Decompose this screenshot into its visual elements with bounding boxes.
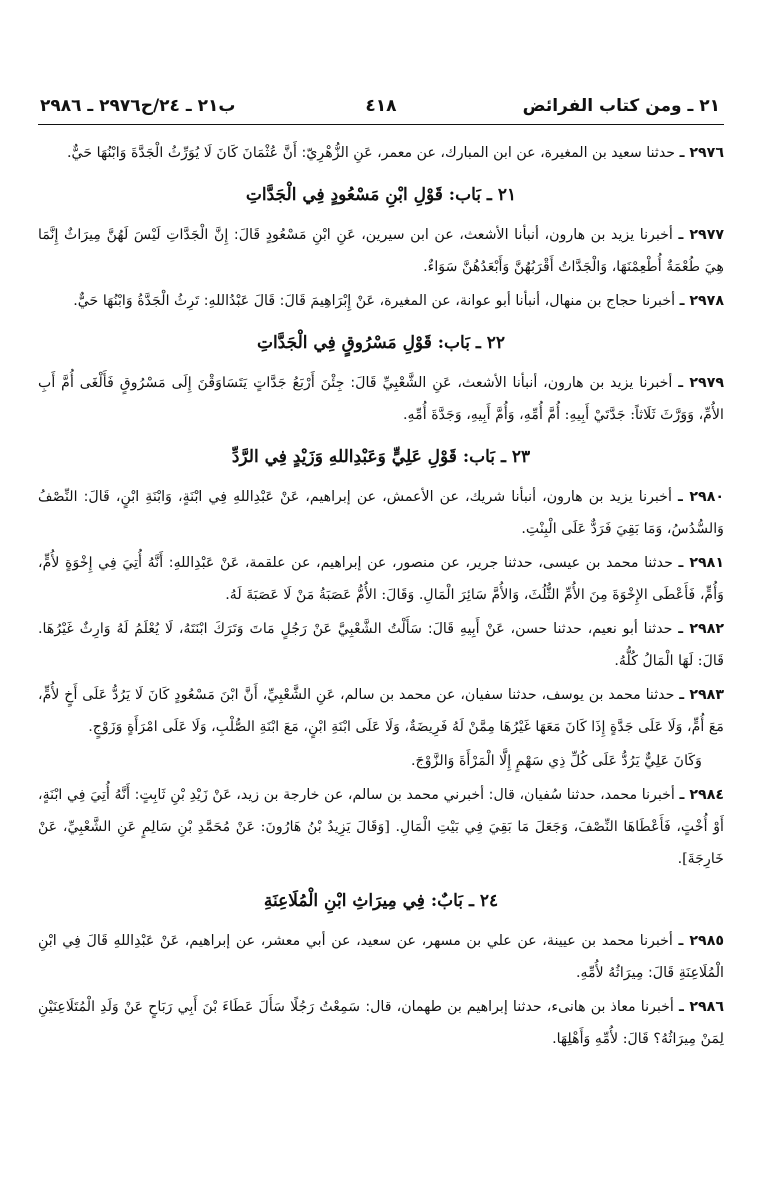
hadith-2983 — [38, 679, 724, 743]
hadith-2977 — [38, 219, 724, 283]
hadith-text: وَكَانَ عَلِيٌّ يَرُدُّ عَلَى كُلِّ ذِي سَهْمٍ إِلَّا الْمَرْأَةَ وَالزَّوْجَ. — [411, 753, 702, 769]
hadith-number: ٢٩٨٠ ـ — [678, 489, 725, 505]
book-section-title: ٢١ ـ ومن كتاب الفرائض — [522, 96, 720, 116]
hadith-isnad: أخبرنا محمد، حدثنا سُفيان، قال: أخبرني محمد بن سالم، عن خارجة بن زيد، عَنْ زَيْدِ بْنِ ثَابِتٍ: — [134, 787, 675, 803]
hadith-isnad: حدثنا سعيد بن المغيرة، عن ابن المبارك، عن معمر، عَنِ الزُّهْرِيّ: — [301, 145, 676, 161]
hadith-number: ٢٩٨٣ ـ — [679, 687, 724, 703]
hadith-isnad: حدثنا أبو نعيم، حدثنا حسن، عَنْ أَبِيهِ قَالَ: — [427, 621, 673, 637]
page-header — [38, 88, 724, 125]
hadith-isnad: حدثنا محمد بن يوسف، حدثنا سفيان، عن محمد بن سالم، عَنِ الشَّعْبِيِّ، — [262, 687, 675, 703]
hadith-text: إِنَّ الْجَدَّاتِ لَيْسَ لَهُنَّ مِيرَاثٌ إِنَّمَا هِيَ طُعْمَةٌ أُطْعِمْنَهَا، وَالْجَدَّاتُ أَقْرَبُهُنَّ وَأَبْعَدُهُنَّ سَوَاءٌ. — [38, 227, 724, 275]
hadith-isnad: أخبرنا يزيد بن هارون، أنبأنا الأشعث، عَنِ الشَّعْبِيِّ قَالَ: — [350, 375, 673, 391]
hadith-text: أَنَّ ابْنَ مَسْعُودٍ كَانَ لَا يَرُدُّ عَلَى أَخٍ لأُمٍّ، مَعَ أُمٍّ، وَلَا عَلَى جَدَّةٍ إِذَا كَانَ مَعَهَا غَيْرُهَا مِمَّنْ لَهُ فَرِيضَةٌ، وَلَا عَلَى ابْنَةِ ابْنٍ، مَعَ ابْنَةِ الصُّلْبِ، وَلَا عَلَى امْرَأَةٍ وَزَوْجٍ. — [38, 687, 724, 735]
hadith-text: تَرِثُ الْجَدَّةُ وَابْنُهَا حَيٌّ. — [73, 293, 200, 309]
hadith-number: ٢٩٧٧ ـ — [678, 227, 725, 243]
book-page — [38, 88, 724, 1057]
hadith-text: أَنَّهُ أُتِيَ فِي ابْنَةٍ، أَوْ أُخْتٍ، فَأَعْطَاهَا النِّصْفَ، وَجَعَلَ مَا بَقِيَ فِي بَيْتِ الْمَالِ. [وَقَالَ يَزِيدُ بْنُ هَارُونَ: عَنْ مُحَمَّدِ بْنِ سَالِمٍ عَنِ الشَّعْبِيِّ، عَنْ خَارِجَةَ]. — [38, 787, 724, 867]
hadith-2983-continuation — [38, 745, 724, 777]
chapter-heading-22: ٢٢ ـ بَاب: قَوْلِ مَسْرُوقٍ فِي الْجَدَّاتِ — [256, 333, 506, 353]
hadith-2982 — [38, 613, 724, 677]
hadith-2978 — [38, 285, 724, 317]
hadith-text: النِّصْفُ وَالسُّدُسُ، وَمَا بَقِيَ فَرَدٌّ عَلَى الْبِنْتِ. — [38, 489, 724, 537]
page-number: ٤١٨ — [365, 96, 397, 116]
hadith-number: ٢٩٨٥ ـ — [678, 933, 725, 949]
hadith-number: ٢٩٧٦ ـ — [679, 145, 724, 161]
chapter-heading-23: ٢٣ ـ بَاب: قَوْلِ عَلِيٍّ وَعَبْدِاللهِ وَزَيْدٍ فِي الرَّدِّ — [231, 447, 531, 467]
hadith-number: ٢٩٨٦ ـ — [678, 999, 724, 1015]
hadith-isnad: أخبرنا يزيد بن هارون، أنبأنا شريك، عن الأعمش، عن إبراهيم، عَنْ عَبْدِاللهِ فِي ابْنَةٍ، وَابْنَةِ ابْنٍ، قَالَ: — [83, 489, 672, 505]
hadith-2985 — [38, 925, 724, 989]
hadith-isnad: أخبرنا يزيد بن هارون، أنبأنا الأشعث، عن ابن سيرين، عَنِ ابْنِ مَسْعُودٍ قَالَ: — [233, 227, 673, 243]
hadith-text: سَأَلْتُ الشَّعْبِيَّ عَنْ رَجُلٍ مَاتَ وَتَرَكَ ابْنَتَهُ، لَا يُعْلَمُ لَهُ وَارِثٌ غَيْرُهَا. قَالَ: لَهَا الْمَالُ كُلُّهُ. — [38, 621, 724, 669]
hadith-isnad: أخبرنا معاذ بن هانىء، حدثنا إبراهيم بن طهمان، قال: — [365, 999, 674, 1015]
hadith-isnad: أخبرنا محمد بن عيينة، عن علي بن مسهر، عن سعيد، عن أبي معشر، عن إبراهيم، عَنْ عَبْدِاللهِ قَالَ فِي ابْنِ الْمُلَاعِنَةِ قَالَ: — [38, 933, 724, 981]
hadith-2976 — [38, 137, 724, 169]
chapter-heading-21: ٢١ ـ بَاب: قَوْلِ ابْنِ مَسْعُودٍ فِي الْجَدَّاتِ — [245, 185, 517, 205]
hadith-2980 — [38, 481, 724, 545]
hadith-text: جِئْنَ أَرْبَعُ جَدَّاتٍ يَتَسَاوَقْنَ إِلَى مَسْرُوقٍ فَأَلْغَى أُمَّ أَبِ الأُمِّ، وَوَرَّثَ ثَلَاثاً: جَدَّتَيْ أَبِيهِ: أُمَّ أُمِّهِ، وَأُمَّ أَبِيهِ، وَجَدَّةَ أُمِّهِ. — [38, 375, 724, 423]
hadith-text: مِيرَاثُهُ لأُمِّهِ. — [575, 965, 644, 981]
page-content — [38, 137, 724, 1055]
hadith-number: ٢٩٨١ ـ — [678, 555, 724, 571]
hadith-number: ٢٩٧٨ ـ — [679, 293, 724, 309]
hadith-isnad: أخبرنا حجاج بن منهال، أنبأنا أبو عوانة، عن المغيرة، عَنْ إِبْرَاهِيمَ قَالَ: قَالَ عَبْدُاللهِ: — [203, 293, 676, 309]
chapter-heading-24: ٢٤ ـ بَابٌ: فِي مِيرَاثِ ابْنِ الْمُلَاعِنَةِ — [263, 891, 499, 911]
hadith-isnad: حدثنا محمد بن عيسى، حدثنا جرير، عن منصور، عن إبراهيم، عن علقمة، عَنْ عَبْدِاللهِ: — [168, 555, 673, 571]
hadith-2984 — [38, 779, 724, 875]
hadith-text: أَنَّ عُثْمَانَ كَانَ لَا يُوَرِّثُ الْجَدَّةَ وَابْنُهَا حَيٌّ. — [67, 145, 297, 161]
hadith-number: ٢٩٨٤ ـ — [679, 787, 725, 803]
hadith-2979 — [38, 367, 724, 431]
hadith-number: ٢٩٨٢ ـ — [678, 621, 725, 637]
hadith-text: سَمِعْتُ رَجُلًا سَأَلَ عَطَاءَ بْنَ أَبِي رَبَاحٍ عَنْ وَلَدِ الْمُتَلَاعِنَيْنِ لِمَنْ مِيرَاثُهُ؟ قَالَ: لأُمِّهِ وَأَهْلِهَا. — [38, 999, 724, 1047]
hadith-2981 — [38, 547, 724, 611]
chapter-hadith-range: ب٢١ ـ ٢٤/ح٢٩٧٦ ـ ٢٩٨٦ — [40, 96, 236, 116]
hadith-number: ٢٩٧٩ ـ — [678, 375, 725, 391]
hadith-2986 — [38, 991, 724, 1055]
hadith-text: أَنَّهُ أُتِيَ فِي إِخْوَةٍ لأُمٍّ، وَأُمٍّ، فَأَعْطَى الإِخْوَةَ مِنَ الأُمِّ الثُّلُثَ، وَالأُمَّ سَائِرَ الْمَالِ. وَقَالَ: الأُمُّ عَصَبَةُ مَنْ لَا عَصَبَةَ لَهُ. — [38, 555, 724, 603]
